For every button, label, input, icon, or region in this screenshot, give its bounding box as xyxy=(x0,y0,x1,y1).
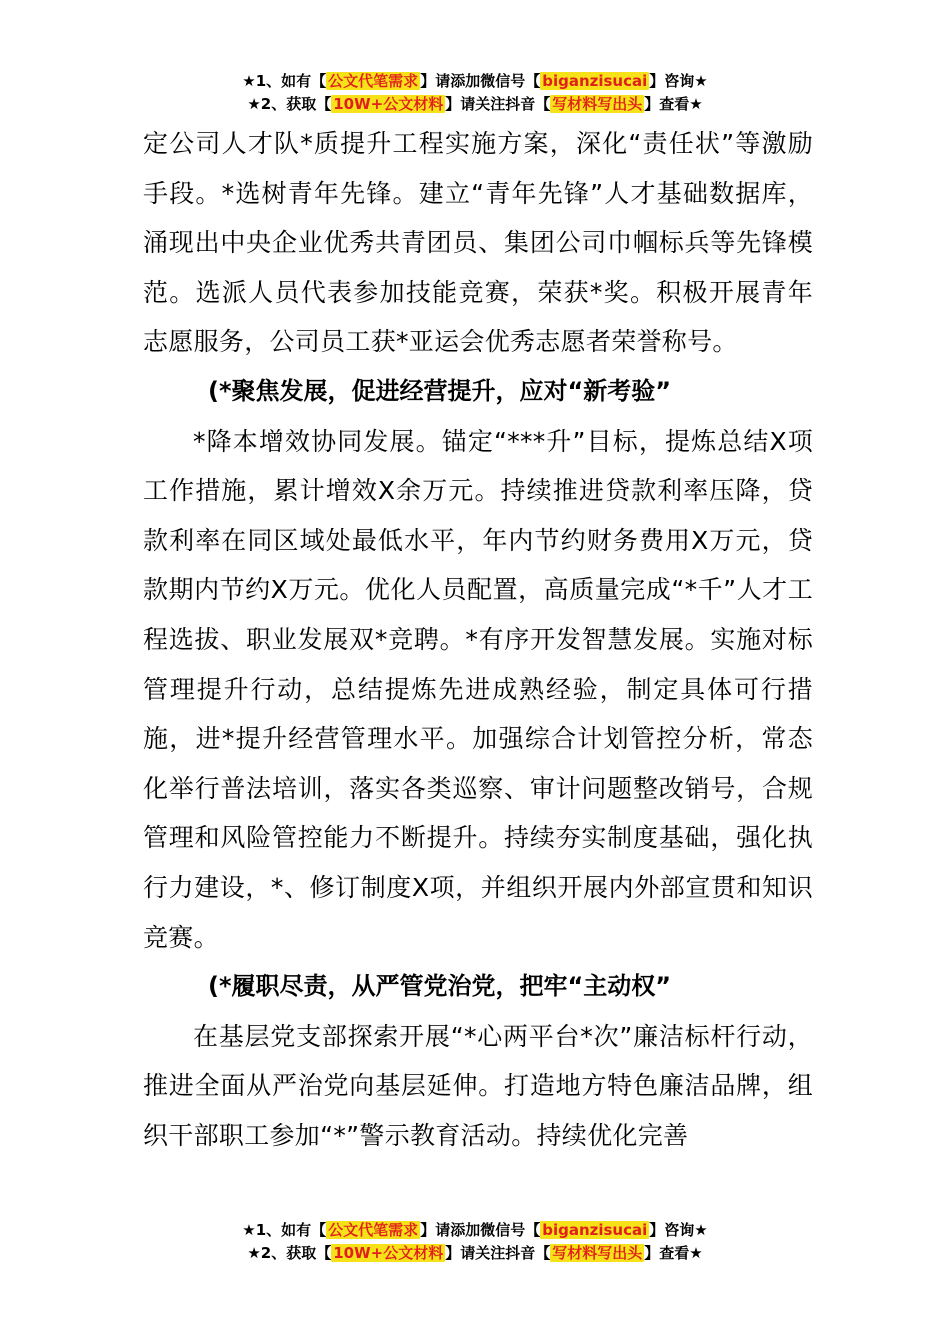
banner-text: 】查看★ xyxy=(644,1244,703,1262)
banner-highlight: 写材料写出头 xyxy=(552,95,643,113)
banner-text: 】请添加微信号【 xyxy=(420,1221,541,1239)
footer-banner-line-2 xyxy=(0,1242,950,1265)
banner-highlight: 公文代笔需求 xyxy=(328,1221,419,1239)
banner-text: 】请添加微信号【 xyxy=(420,72,541,90)
footer-banner-line-1 xyxy=(0,1219,950,1242)
body-paragraph-1: 定公司人才队*质提升工程实施方案，深化“责任状”等激励手段。*选树青年先锋。建立“青年先锋”人才基础数据库，涌现出中央企业优秀共青团员、集团公司巾帼标兵等先锋模范。选派人员代表参加技能竞赛，荣获*奖。积极开展青年志愿服务，公司员工获*亚运会优秀志愿者荣誉称号。 xyxy=(143,129,813,357)
banner-text: 】请关注抖音【 xyxy=(445,95,551,113)
banner-text: 】查看★ xyxy=(644,95,703,113)
body-paragraph-3: 在基层党支部探索开展“*心两平台*次”廉洁标杆行动，推进全面从严治党向基层延伸。打造地方特色廉洁品牌，组织干部职工参加“*”警示教育活动。持续优化完善 xyxy=(143,1021,813,1150)
banner-text: 】请关注抖音【 xyxy=(445,1244,551,1262)
header-banner-line-2 xyxy=(0,93,950,116)
banner-text: 】咨询★ xyxy=(649,1221,708,1239)
header-banner xyxy=(0,70,950,116)
banner-highlight: 公文代笔需求 xyxy=(328,72,419,90)
body-paragraph-2: *降本增效协同发展。锚定“***升”目标，提炼总结X项工作措施，累计增效X余万元。持续推进贷款利率压降，贷款利率在同区域处最低水平，年内节约财务费用X万元，贷款期内节约X万元。优化人员配置，高质量完成“*千”人才工程选拔、职业发展双*竞聘。*有序开发智慧发展。实施对标管理提升行动，总结提炼先进成熟经验，制定具体可行措施，进*提升经营管理水平。加强综合计划管控分析，常态化举行普法培训，落实各类巡察、审计问题整改销号，合规管理和风险管控能力不断提升。持续夯实制度基础，强化执行力建设，*、修订制度X项，并组织开展内外部宣贯和知识竞赛。 xyxy=(143,426,813,952)
banner-highlight: biganzisucai xyxy=(542,1221,648,1239)
banner-text: ★2、获取【 xyxy=(247,1244,332,1262)
header-banner-line-1 xyxy=(0,70,950,93)
banner-text: ★1、如有【 xyxy=(242,72,327,90)
banner-highlight: 10W+公文材料 xyxy=(333,1244,444,1262)
banner-text: ★2、获取【 xyxy=(247,95,332,113)
document-body xyxy=(143,119,813,1160)
section-heading-1: (*聚焦发展，促进经营提升，应对“新考验” xyxy=(208,376,672,405)
banner-text: ★1、如有【 xyxy=(242,1221,327,1239)
banner-highlight: 写材料写出头 xyxy=(552,1244,643,1262)
footer-banner xyxy=(0,1219,950,1265)
banner-highlight: 10W+公文材料 xyxy=(333,95,444,113)
banner-highlight: biganzisucai xyxy=(542,72,648,90)
banner-text: 】咨询★ xyxy=(649,72,708,90)
section-heading-2: (*履职尽责，从严管党治党，把牢“主动权” xyxy=(208,972,672,1001)
